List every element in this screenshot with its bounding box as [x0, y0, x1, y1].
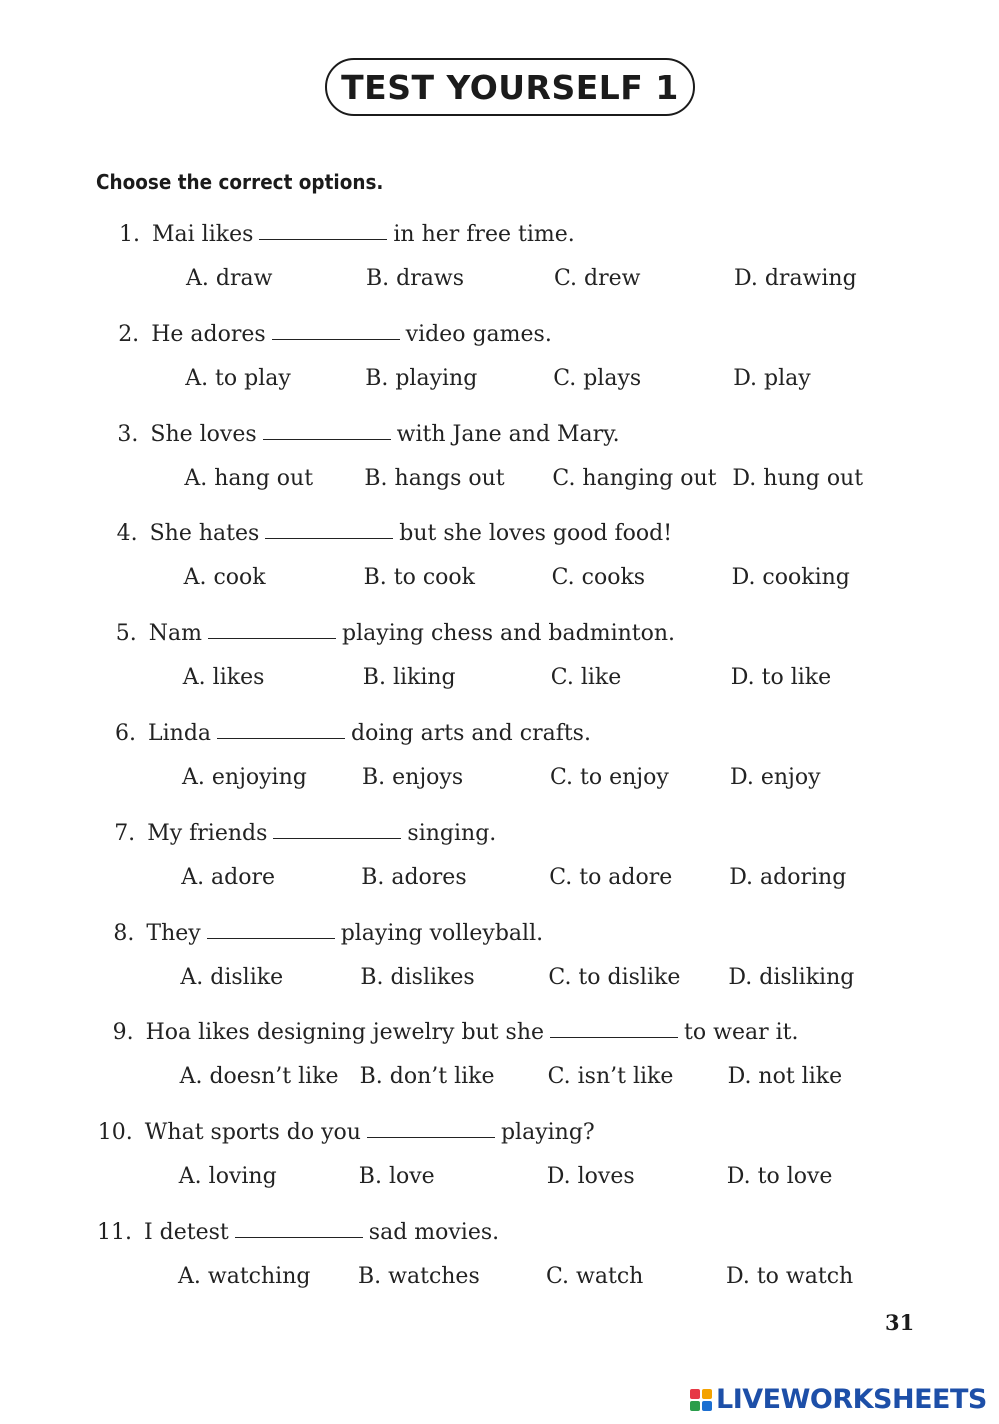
question-9 — [90, 1020, 799, 1045]
question-3 — [94, 422, 619, 447]
question-3-option-d[interactable]: D. hung out — [732, 465, 864, 491]
question-6-option-c[interactable]: C. to enjoy — [550, 765, 669, 790]
question-text-before: Hoa likes designing jewelry but she — [145, 1020, 545, 1046]
question-text-before: They — [146, 920, 201, 946]
question-number: 10. — [97, 1120, 133, 1146]
question-9-option-a[interactable]: A. doesn’t like — [179, 1064, 339, 1090]
question-number: 6. — [115, 721, 136, 746]
question-text-before: Mai likes — [152, 222, 254, 247]
question-5-option-d[interactable]: D. to like — [730, 665, 832, 691]
question-8-option-d[interactable]: D. disliking — [728, 964, 855, 990]
question-6-option-b[interactable]: B. enjoys — [362, 765, 464, 790]
question-5-option-a[interactable]: A. likes — [182, 665, 265, 691]
question-8 — [90, 921, 543, 946]
question-6-option-d[interactable]: D. enjoy — [730, 765, 821, 790]
question-text-before: What sports do you — [144, 1120, 361, 1146]
question-text-after: playing? — [500, 1120, 595, 1146]
question-11 — [88, 1220, 499, 1245]
answer-blank[interactable] — [217, 737, 345, 739]
question-text-after: singing. — [407, 820, 497, 846]
question-9-option-c[interactable]: C. isn’t like — [547, 1064, 674, 1090]
question-7-option-c[interactable]: C. to adore — [549, 864, 673, 890]
question-text-before: She loves — [150, 421, 257, 447]
question-text-before: Nam — [148, 621, 203, 647]
logo-square — [702, 1401, 712, 1411]
logo-square — [690, 1389, 700, 1399]
question-number: 5. — [115, 621, 137, 647]
question-number: 4. — [116, 521, 138, 547]
question-2 — [95, 322, 552, 347]
question-10-option-c[interactable]: D. loves — [546, 1164, 635, 1190]
question-4-option-c[interactable]: C. cooks — [551, 565, 646, 591]
question-number: 7. — [114, 820, 136, 846]
question-7-option-a[interactable]: A. adore — [181, 864, 276, 890]
question-4-option-d[interactable]: D. cooking — [731, 565, 850, 591]
liveworksheets-brand — [690, 1384, 987, 1415]
question-text-before: Linda — [148, 721, 212, 746]
question-1-option-a[interactable]: A. draw — [186, 266, 273, 291]
answer-blank[interactable] — [367, 1136, 495, 1138]
question-4-option-a[interactable]: A. cook — [183, 565, 266, 591]
question-text-before: She hates — [149, 521, 260, 547]
question-2-option-d[interactable]: D. play — [733, 365, 811, 391]
question-10 — [89, 1120, 595, 1145]
question-11-option-d[interactable]: D. to watch — [726, 1264, 854, 1289]
brand-name: LIVEWORKSHEETS — [716, 1384, 987, 1415]
question-number: 3. — [117, 421, 139, 447]
question-2-option-a[interactable]: A. to play — [185, 365, 291, 391]
logo-square — [690, 1401, 700, 1411]
question-11-option-c[interactable]: C. watch — [546, 1264, 644, 1289]
question-4 — [94, 521, 672, 546]
question-1 — [96, 222, 575, 247]
question-number: 2. — [118, 321, 140, 347]
logo-square — [702, 1389, 712, 1399]
question-5 — [93, 621, 675, 646]
question-1-option-b[interactable]: B. draws — [366, 266, 464, 291]
question-text-after: playing volleyball. — [340, 920, 544, 946]
question-7 — [91, 821, 496, 846]
question-5-option-c[interactable]: C. like — [550, 665, 622, 691]
question-10-option-a[interactable]: A. loving — [178, 1164, 277, 1190]
question-text-after: but she loves good food! — [399, 521, 673, 547]
question-5-option-b[interactable]: B. liking — [362, 665, 456, 691]
question-text-after: video games. — [405, 321, 552, 347]
question-text-after: with Jane and Mary. — [396, 421, 620, 447]
answer-blank[interactable] — [259, 238, 387, 240]
liveworksheets-logo-icon — [690, 1389, 712, 1411]
question-10-option-b[interactable]: B. love — [358, 1164, 435, 1190]
question-8-option-a[interactable]: A. dislike — [180, 964, 284, 990]
question-number: 8. — [113, 920, 135, 946]
question-3-option-a[interactable]: A. hang out — [184, 465, 314, 491]
answer-blank[interactable] — [263, 438, 391, 440]
question-1-option-d[interactable]: D. drawing — [734, 266, 857, 291]
question-text-after: in her free time. — [393, 222, 575, 247]
question-3-option-c[interactable]: C. hanging out — [552, 465, 717, 491]
question-text-before: I detest — [144, 1220, 229, 1245]
instruction-text: Choose the correct options. — [96, 170, 384, 194]
page-title-box — [325, 58, 695, 116]
question-2-option-b[interactable]: B. playing — [365, 365, 478, 391]
question-4-option-b[interactable]: B. to cook — [363, 565, 475, 591]
question-number: 11. — [97, 1220, 132, 1245]
answer-blank[interactable] — [273, 837, 401, 839]
question-7-option-d[interactable]: D. adoring — [729, 864, 847, 890]
question-9-option-b[interactable]: B. don’t like — [359, 1064, 495, 1090]
answer-blank[interactable] — [207, 937, 335, 939]
question-6-option-a[interactable]: A. enjoying — [182, 765, 307, 790]
question-text-before: He adores — [151, 321, 266, 347]
question-3-option-b[interactable]: B. hangs out — [364, 465, 505, 491]
question-11-option-b[interactable]: B. watches — [358, 1264, 480, 1289]
question-7-option-b[interactable]: B. adores — [361, 864, 467, 890]
answer-blank[interactable] — [550, 1036, 678, 1038]
answer-blank[interactable] — [208, 637, 336, 639]
question-text-after: doing arts and crafts. — [351, 721, 591, 746]
question-8-option-b[interactable]: B. dislikes — [360, 964, 475, 990]
page-number: 31 — [885, 1310, 915, 1335]
question-number: 1. — [119, 222, 140, 247]
question-text-after: playing chess and badminton. — [342, 621, 676, 647]
question-11-option-a[interactable]: A. watching — [178, 1264, 311, 1289]
answer-blank[interactable] — [272, 338, 400, 340]
question-8-option-c[interactable]: C. to dislike — [548, 964, 681, 990]
answer-blank[interactable] — [235, 1236, 363, 1238]
answer-blank[interactable] — [265, 537, 393, 539]
question-6 — [92, 721, 591, 746]
question-text-before: My friends — [147, 820, 268, 846]
question-10-option-d[interactable]: D. to love — [726, 1164, 833, 1190]
question-2-option-c[interactable]: C. plays — [553, 365, 642, 391]
question-1-option-c[interactable]: C. drew — [554, 266, 641, 291]
question-text-after: sad movies. — [368, 1220, 500, 1245]
page-title: TEST YOURSELF 1 — [341, 67, 679, 107]
question-number: 9. — [112, 1020, 134, 1046]
question-text-after: to wear it. — [684, 1020, 799, 1046]
question-9-option-d[interactable]: D. not like — [727, 1064, 843, 1090]
